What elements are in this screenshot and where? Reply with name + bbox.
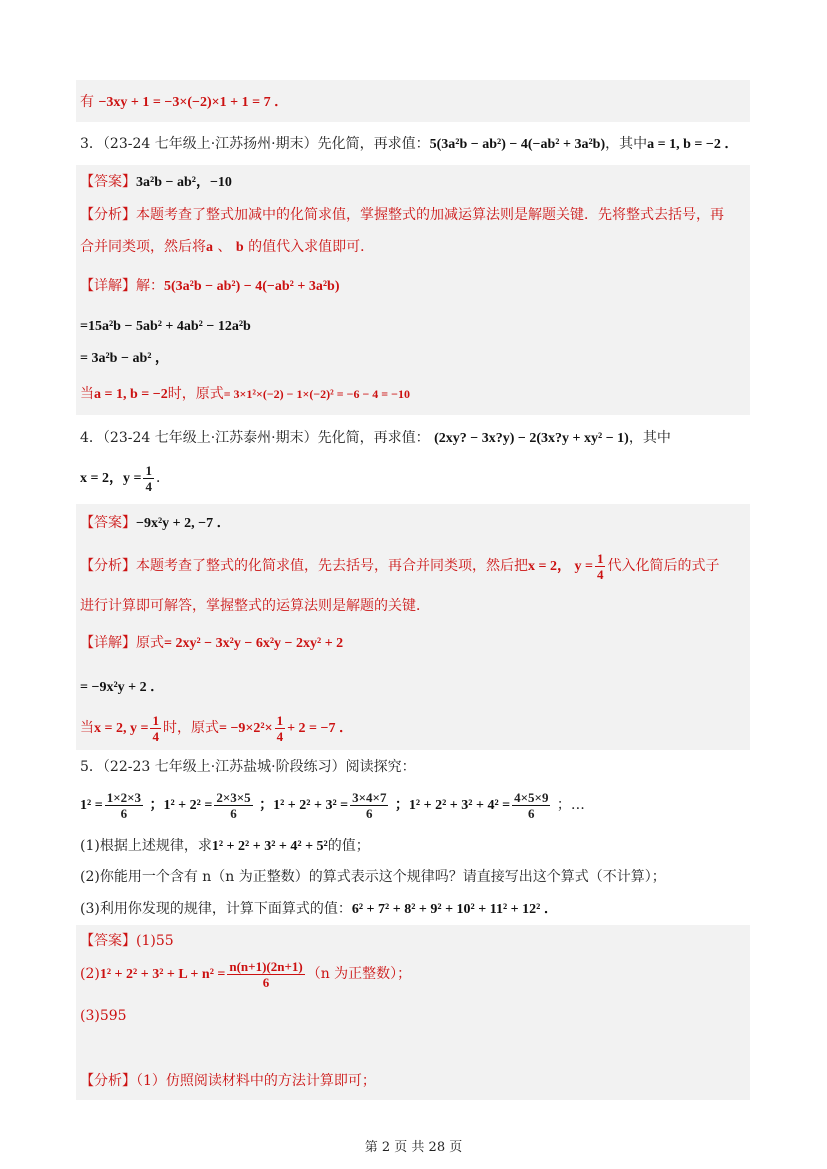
fraction: $\frac{1}{4}$ bbox=[145, 462, 152, 494]
q5-analysis: 【分析】（1）仿照阅读材料中的方法计算即可； bbox=[80, 1073, 376, 1089]
q4-answer: 【答案】−9x²y + 2, −7 ． bbox=[80, 515, 231, 531]
q5-sub-1: (1)根据上述规律，求1² + 2² + 3² + 4² + 5²的值； bbox=[80, 838, 370, 854]
q4-step-1: = −9x²y + 2 ． bbox=[80, 680, 165, 695]
q5-sub-2: (2)你能用一个含有 n（n 为正整数）的算式表示这个规律吗？请直接写出这个算式（不计算）； bbox=[80, 869, 666, 885]
q2-conclusion: 有 −3xy + 1 = −3×(−2)×1 + 1 = 7 ． bbox=[80, 94, 289, 110]
q5-answer-2: (2)1² + 2² + 3² + L + n² = $\frac{n(n+1)(2n+1)}{6}$ （n 为正整数）； bbox=[80, 958, 412, 990]
fraction: $\frac{1}{4}$ bbox=[276, 712, 284, 744]
fraction: $\frac{2\times 3\times 5}{6}$ bbox=[216, 789, 251, 821]
fraction: $\frac{n(n+1)(2n+1)}{6}$ bbox=[229, 958, 303, 990]
fraction: $\frac{4\times 5\times 9}{6}$ bbox=[514, 789, 549, 821]
q5-answer-3: (3)595 bbox=[80, 1008, 127, 1024]
q3-step-2: = 3a²b − ab² ， bbox=[80, 351, 169, 366]
q4-values: x = 2，y = $\frac{1}{4}$ ． bbox=[80, 462, 170, 494]
q4-analysis-1: 【分析】本题考查了整式的化简求值，先去括号，再合并同类项，然后把x = 2， y = $\frac{1}{4}$ 代入化简后的式子 bbox=[80, 550, 720, 582]
q5-sub-3: (3)利用你发现的规律，计算下面算式的值：6² + 7² + 8² + 9² + 10² + 11² + 12² ． bbox=[80, 901, 558, 917]
q4-evaluate: 当x = 2, y = $\frac{1}{4}$ 时，原式= −9×2²× $\frac{1}{4}$ + 2 = −7 ． bbox=[80, 712, 354, 744]
q3-question: 3．（23-24 七年级上·江苏扬州·期末）先化简，再求值：5(3a²b − ab²) − 4(−ab² + 3a²b)，其中a = 1, b = −2 ． bbox=[80, 136, 739, 152]
fraction: $\frac{1}{4}$ bbox=[596, 550, 604, 582]
q4-question: 4．（23-24 七年级上·江苏泰州·期末）先化简，再求值： (2xy? − 3x?y) − 2(3x?y + xy² − 1)，其中 bbox=[80, 430, 671, 446]
fraction: $\frac{1}{4}$ bbox=[152, 712, 159, 744]
q5-answer: 【答案】(1)55 bbox=[80, 933, 174, 949]
page-footer: 第 2 页 共 28 页 bbox=[364, 1140, 463, 1155]
q3-evaluate: 当a = 1, b = −2时，原式= 3×1²×(−2) − 1×(−2)² = −6 − 4 = −10 bbox=[80, 386, 410, 402]
q3-answer: 【答案】3a²b − ab²，−10 bbox=[80, 174, 232, 190]
q5-question: 5．（22-23 七年级上·江苏盐城·阶段练习）阅读探究： bbox=[80, 759, 416, 775]
q3-analysis-1: 【分析】本题考查了整式加减中的化简求值，掌握整式的加减运算法则是解题关键．先将整式去括号，再 bbox=[80, 207, 724, 223]
q4-analysis-2: 进行计算即可解答，掌握整式的运算法则是解题的关键． bbox=[80, 598, 430, 614]
q3-step-1: =15a²b − 5ab² + 4ab² − 12a²b bbox=[80, 319, 251, 334]
q5-pattern: 1² = $\frac{1\times 2\times 3}{6}$ ；1² + 2² = $\frac{2\times 3\times 5}{6}$ ；1² + 2² + 3² = $\frac{3\times 4\times 7}{6}$ ；1² + 2² + 3² + 4² = $\frac{4\times 5\times 9}{6}$ ；… bbox=[80, 789, 585, 821]
q3-analysis-2: 合并同类项，然后将a 、 b 的值代入求值即可． bbox=[80, 239, 375, 255]
fraction: $\frac{3\times 4\times 7}{6}$ bbox=[352, 789, 387, 821]
q4-detail: 【详解】原式= 2xy² − 3x²y − 6x²y − 2xy² + 2 bbox=[80, 635, 344, 651]
q3-detail: 【详解】解：5(3a²b − ab²) − 4(−ab² + 3a²b) bbox=[80, 278, 340, 294]
fraction: $\frac{1\times 2\times 3}{6}$ bbox=[106, 789, 142, 821]
